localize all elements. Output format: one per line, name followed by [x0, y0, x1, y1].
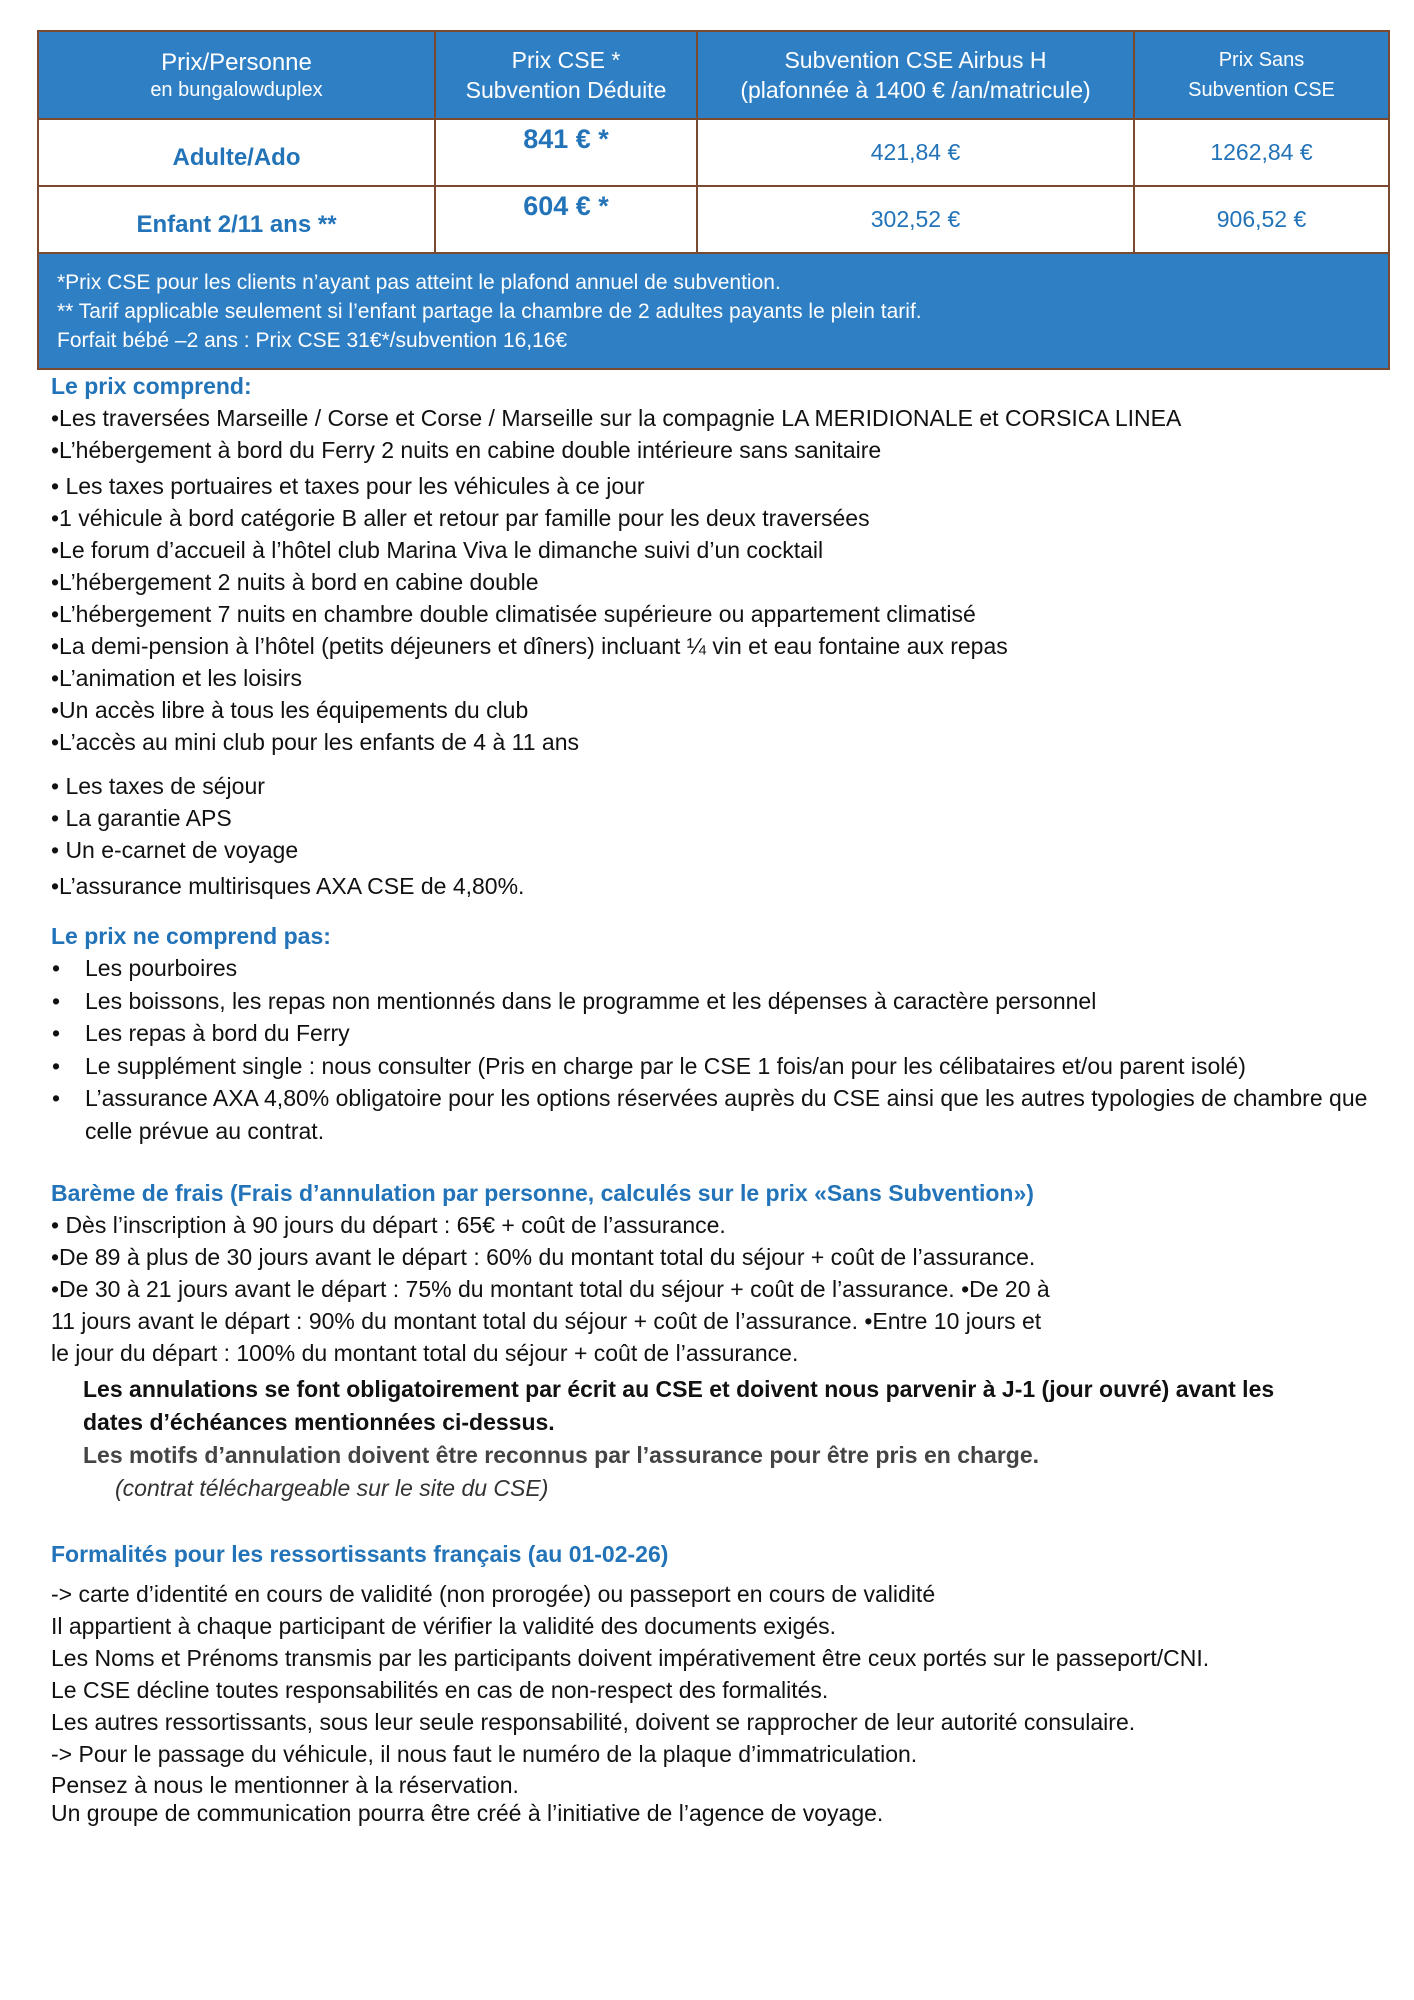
- section-title: Le prix ne comprend pas:: [51, 923, 331, 949]
- row-sans-subvention: 1262,84 €: [1134, 119, 1389, 186]
- list-item: •L’accès au mini club pour les enfants de 4 à 11 ans: [51, 729, 580, 755]
- list-item: •Un accès libre à tous les équipements du club: [51, 697, 529, 723]
- text-line: -> carte d’identité en cours de validité (non prorogée) ou passeport en cours de validité: [51, 1581, 936, 1607]
- list-item: •L’hébergement à bord du Ferry 2 nuits en cabine double intérieure sans sanitaire: [51, 437, 882, 463]
- list-item: le jour du départ : 100% du montant total du séjour + coût de l’assurance.: [51, 1340, 799, 1366]
- list-item: •De 89 à plus de 30 jours avant le départ : 60% du montant total du séjour + coût de l’assurance.: [51, 1244, 1036, 1270]
- row-subvention: 421,84 €: [697, 119, 1134, 186]
- list-item: •Le forum d’accueil à l’hôtel club Marina Viva le dimanche suivi d’un cocktail: [51, 537, 824, 563]
- row-subvention: 302,52 €: [697, 186, 1134, 253]
- list-item: • Le supplément single : nous consulter (Pris en charge par le CSE 1 fois/an pour les célibataires et/ou parent isolé): [51, 1050, 1391, 1083]
- list-item: 11 jours avant le départ : 90% du montant total du séjour + coût de l’assurance. •Entre 10 jours et: [51, 1308, 1042, 1334]
- list-item: •Les traversées Marseille / Corse et Corse / Marseille sur la compagnie LA MERIDIONALE et CORSICA LINEA: [51, 405, 1182, 431]
- section-formalites: [51, 1538, 1391, 1826]
- row-sans-subvention: 906,52 €: [1134, 186, 1389, 253]
- list-item: •1 véhicule à bord catégorie B aller et retour par famille pour les deux traversées: [51, 505, 870, 531]
- text-line: Le CSE décline toutes responsabilités en cas de non-respect des formalités.: [51, 1677, 829, 1703]
- header-prix-sans-subvention: Prix Sans Subvention CSE: [1134, 31, 1389, 119]
- list-item: • Les taxes portuaires et taxes pour les véhicules à ce jour: [51, 473, 645, 499]
- list-item: • Les repas à bord du Ferry: [51, 1017, 1391, 1050]
- price-table: [37, 30, 1390, 370]
- table-row: [38, 186, 1389, 253]
- header-prix-cse: Prix CSE * Subvention Déduite: [435, 31, 697, 119]
- section-title: Barème de frais (Frais d’annulation par personne, calculés sur le prix «Sans Subvention»): [51, 1180, 1034, 1206]
- list-item: •La demi-pension à l’hôtel (petits déjeuners et dîners) incluant ¼ vin et eau fontaine aux repas: [51, 633, 1008, 659]
- list-item: •L’hébergement 7 nuits en chambre double climatisée supérieure ou appartement climatisé: [51, 601, 976, 627]
- text-line: Les autres ressortissants, sous leur seule responsabilité, doivent se rapprocher de leur autorité consulaire.: [51, 1709, 1136, 1735]
- row-category: Adulte/Ado: [38, 119, 435, 186]
- list-item: • La garantie APS: [51, 805, 232, 831]
- text-line: Il appartient à chaque participant de vérifier la validité des documents exigés.: [51, 1613, 837, 1639]
- table-header-row: [38, 31, 1389, 119]
- table-notes: *Prix CSE pour les clients n’ayant pas atteint le plafond annuel de subvention. ** Tarif applicable seulement si l’enfant partage la chambre de 2 adultes payants le plein tarif. Forfait bébé –2 ans : Prix CSE 31€*/subvention 16,16€: [38, 253, 1389, 369]
- text-line: -> Pour le passage du véhicule, il nous faut le numéro de la plaque d’immatriculation.: [51, 1741, 918, 1767]
- table-row: [38, 119, 1389, 186]
- section-bareme-frais: [51, 1177, 1391, 1504]
- header-subvention: Subvention CSE Airbus H (plafonnée à 1400 € /an/matricule): [697, 31, 1134, 119]
- list-item: • Dès l’inscription à 90 jours du départ : 65€ + coût de l’assurance.: [51, 1212, 726, 1238]
- list-item: •L’assurance multirisques AXA CSE de 4,80%.: [51, 873, 525, 899]
- section-title: Formalités pour les ressortissants français (au 01-02-26): [51, 1541, 669, 1567]
- section-prix-ne-comprend: [51, 920, 1391, 1147]
- text-line: Un groupe de communication pourra être créé à l’initiative de l’agence de voyage.: [51, 1800, 884, 1826]
- list-item: •De 30 à 21 jours avant le départ : 75% du montant total du séjour + coût de l’assurance. •De 20 à: [51, 1276, 1050, 1302]
- text-line: Pensez à nous le mentionner à la réservation.: [51, 1772, 519, 1798]
- list-item: •L’animation et les loisirs: [51, 665, 302, 691]
- exclusions-list: [51, 952, 1391, 1147]
- row-prix-cse: 604 € *: [435, 186, 697, 253]
- list-item: • Les pourboires: [51, 952, 1391, 985]
- list-item: • Les boissons, les repas non mentionnés dans le programme et les dépenses à caractère personnel: [51, 985, 1391, 1018]
- row-category: Enfant 2/11 ans **: [38, 186, 435, 253]
- section-title: Le prix comprend:: [51, 373, 252, 399]
- list-item: • Un e-carnet de voyage: [51, 837, 299, 863]
- cancellation-notice: Les annulations se font obligatoirement par écrit au CSE et doivent nous parvenir à J-1 (jour ouvré) avant les dates d’échéances mentionnées ci-dessus. Les motifs d’annulation doivent être reconnus par l’assurance pour être pris en charge. (contrat téléchargeable sur le site du CSE): [83, 1376, 1275, 1501]
- row-prix-cse: 841 € *: [435, 119, 697, 186]
- list-item: • Les taxes de séjour: [51, 773, 265, 799]
- text-line: Les Noms et Prénoms transmis par les participants doivent impérativement être ceux portés sur le passeport/CNI.: [51, 1645, 1210, 1671]
- list-item: •L’hébergement 2 nuits à bord en cabine double: [51, 569, 539, 595]
- header-prix-personne: Prix/Personne en bungalowduplex: [38, 31, 435, 119]
- list-item: • L’assurance AXA 4,80% obligatoire pour les options réservées auprès du CSE ainsi que les autres typologies de chambre que celle prévue au contrat.: [51, 1082, 1385, 1147]
- section-prix-comprend: [51, 370, 1391, 902]
- table-notes-row: [38, 253, 1389, 369]
